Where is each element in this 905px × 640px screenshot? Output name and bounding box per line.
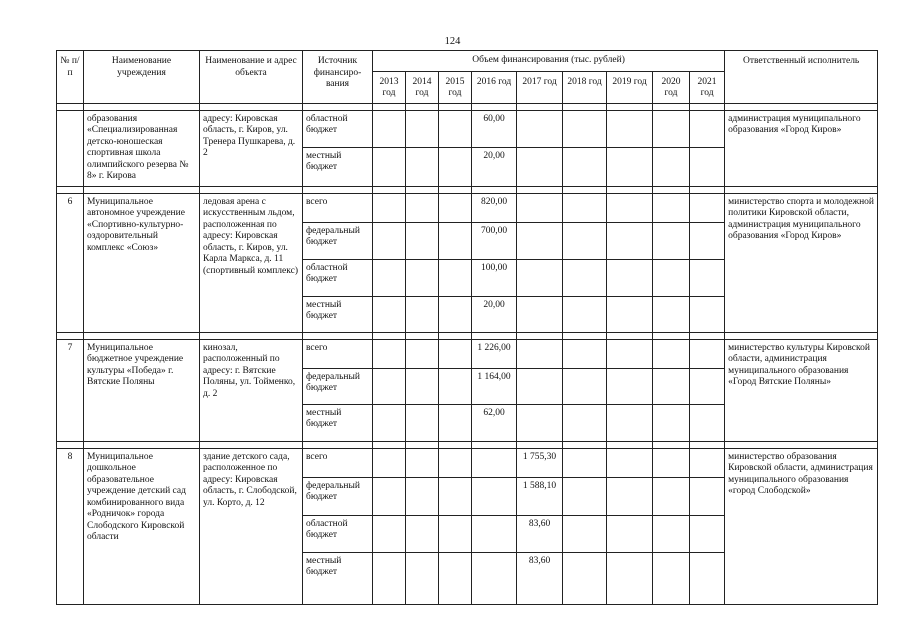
funding-source: федеральный бюджет — [303, 222, 373, 259]
header-institution: Наименование учреждения — [84, 51, 200, 104]
header-no: № п/п — [57, 51, 84, 104]
funding-value — [373, 448, 406, 477]
header-funding: Объем финансирования (тыс. рублей) — [373, 51, 725, 72]
separator-cell — [57, 332, 84, 339]
funding-value — [690, 404, 725, 441]
funding-value — [439, 552, 472, 604]
funding-value — [563, 404, 607, 441]
separator-cell — [725, 332, 878, 339]
funding-source: местный бюджет — [303, 147, 373, 186]
separator-cell — [607, 103, 653, 110]
separator-cell — [653, 441, 690, 448]
funding-value — [406, 339, 439, 368]
funding-source: федеральный бюджет — [303, 477, 373, 515]
separator-cell — [725, 186, 878, 193]
funding-source: местный бюджет — [303, 296, 373, 332]
funding-value — [373, 193, 406, 222]
object-address: кинозал, расположенный по адресу: г. Вятские Поляны, ул. Тойменко, д. 2 — [200, 339, 303, 441]
funding-source: местный бюджет — [303, 552, 373, 604]
funding-value — [653, 259, 690, 296]
separator-cell — [607, 441, 653, 448]
funding-value — [690, 110, 725, 147]
separator-cell — [517, 186, 563, 193]
funding-value — [563, 147, 607, 186]
header-year: 2015 год — [439, 71, 472, 103]
funding-value — [406, 147, 439, 186]
funding-value — [439, 110, 472, 147]
funding-value — [373, 296, 406, 332]
funding-value — [690, 368, 725, 404]
separator-cell — [200, 441, 303, 448]
separator-cell — [517, 441, 563, 448]
header-year: 2020 год — [653, 71, 690, 103]
separator-cell — [57, 103, 84, 110]
page-number: 124 — [444, 36, 461, 47]
funding-value — [653, 448, 690, 477]
funding-value — [690, 552, 725, 604]
funding-value — [406, 193, 439, 222]
funding-value — [653, 404, 690, 441]
header-object: Наименование и адрес объекта — [200, 51, 303, 104]
funding-value — [563, 448, 607, 477]
separator-cell — [303, 332, 373, 339]
separator-cell — [690, 186, 725, 193]
funding-value — [373, 368, 406, 404]
separator-cell — [472, 441, 517, 448]
funding-value — [607, 448, 653, 477]
separator-cell — [84, 103, 200, 110]
separator-cell — [690, 103, 725, 110]
row-number: 8 — [57, 448, 84, 604]
funding-value — [653, 515, 690, 552]
separator-cell — [517, 103, 563, 110]
funding-value — [653, 368, 690, 404]
table-row — [57, 339, 878, 368]
separator-cell — [200, 103, 303, 110]
funding-value — [439, 339, 472, 368]
funding-value — [406, 259, 439, 296]
funding-value — [439, 368, 472, 404]
funding-value — [517, 339, 563, 368]
responsible-executor: министерство культуры Кировской области, администрация муниципального образования «Город Вятские Поляны» — [725, 339, 878, 441]
funding-value — [406, 368, 439, 404]
funding-value — [373, 222, 406, 259]
funding-value: 1 164,00 — [472, 368, 517, 404]
funding-value — [690, 259, 725, 296]
funding-value — [563, 477, 607, 515]
row-separator — [57, 441, 878, 448]
separator-cell — [607, 186, 653, 193]
funding-value — [563, 296, 607, 332]
separator-cell — [84, 441, 200, 448]
separator-cell — [725, 441, 878, 448]
separator-cell — [690, 441, 725, 448]
funding-table — [56, 50, 878, 605]
separator-cell — [439, 332, 472, 339]
separator-cell — [472, 103, 517, 110]
funding-value — [607, 552, 653, 604]
funding-value — [690, 147, 725, 186]
funding-value: 20,00 — [472, 296, 517, 332]
separator-cell — [406, 441, 439, 448]
funding-value — [406, 110, 439, 147]
funding-value: 60,00 — [472, 110, 517, 147]
object-address: здание детского сада, расположенное по адресу: Кировская область, г. Слободской, ул. Корто, д. 12 — [200, 448, 303, 604]
separator-cell — [725, 103, 878, 110]
separator-cell — [406, 186, 439, 193]
funding-value — [563, 339, 607, 368]
funding-source: областной бюджет — [303, 515, 373, 552]
funding-value: 700,00 — [472, 222, 517, 259]
funding-value — [653, 110, 690, 147]
funding-value — [563, 259, 607, 296]
funding-value — [373, 477, 406, 515]
funding-source: областной бюджет — [303, 110, 373, 147]
funding-value — [373, 404, 406, 441]
funding-value — [607, 147, 653, 186]
funding-value — [472, 552, 517, 604]
table-row — [57, 448, 878, 477]
responsible-executor: министерство образования Кировской области, администрация муниципального образования «город Слободской» — [725, 448, 878, 604]
separator-cell — [563, 103, 607, 110]
funding-value — [690, 193, 725, 222]
header-year: 2014 год — [406, 71, 439, 103]
funding-value — [607, 368, 653, 404]
responsible-executor: министерство спорта и молодежной политики Кировской области, администрация муниципального образования «Город Киров» — [725, 193, 878, 332]
separator-cell — [439, 441, 472, 448]
funding-value — [607, 515, 653, 552]
funding-value — [406, 448, 439, 477]
funding-value — [439, 147, 472, 186]
funding-value — [373, 147, 406, 186]
row-separator — [57, 103, 878, 110]
funding-value — [607, 296, 653, 332]
funding-value — [563, 552, 607, 604]
separator-cell — [57, 186, 84, 193]
institution-name: образования «Специализированная детско-юношеская спортивная школа олимпийского резерва № 8» г. Кирова — [84, 110, 200, 186]
funding-value — [653, 193, 690, 222]
funding-value — [439, 515, 472, 552]
object-address: ледовая арена с искусственным льдом, расположенная по адресу: Кировская область, г. Киров, ул. Карла Маркса, д. 11 (спортивный комплекс) — [200, 193, 303, 332]
separator-cell — [653, 186, 690, 193]
header-year: 2021 год — [690, 71, 725, 103]
funding-value — [439, 222, 472, 259]
table-body — [57, 103, 878, 604]
funding-value — [563, 368, 607, 404]
header-year: 2018 год — [563, 71, 607, 103]
institution-name: Муниципальное дошкольное образовательное учреждение детский сад комбинированного вида «Родничок» города Слободского Кировской области — [84, 448, 200, 604]
funding-value — [653, 296, 690, 332]
funding-value — [373, 259, 406, 296]
funding-value — [653, 339, 690, 368]
funding-source: федеральный бюджет — [303, 368, 373, 404]
institution-name: Муниципальное бюджетное учреждение культуры «Победа» г. Вятские Поляны — [84, 339, 200, 441]
separator-cell — [303, 103, 373, 110]
funding-value — [607, 193, 653, 222]
separator-cell — [200, 186, 303, 193]
funding-value: 83,60 — [517, 515, 563, 552]
funding-value — [690, 515, 725, 552]
header-year: 2013 год — [373, 71, 406, 103]
separator-cell — [200, 332, 303, 339]
separator-cell — [563, 441, 607, 448]
funding-value — [406, 515, 439, 552]
separator-cell — [563, 186, 607, 193]
separator-cell — [373, 332, 406, 339]
funding-value — [517, 259, 563, 296]
funding-value — [517, 404, 563, 441]
separator-cell — [439, 186, 472, 193]
table-row — [57, 110, 878, 147]
funding-value — [517, 147, 563, 186]
funding-value — [563, 515, 607, 552]
separator-cell — [406, 332, 439, 339]
separator-cell — [303, 186, 373, 193]
funding-value — [472, 515, 517, 552]
separator-cell — [653, 103, 690, 110]
funding-value — [563, 193, 607, 222]
funding-value — [472, 448, 517, 477]
separator-cell — [303, 441, 373, 448]
funding-value — [653, 222, 690, 259]
funding-value: 100,00 — [472, 259, 517, 296]
header-year: 2019 год — [607, 71, 653, 103]
funding-value — [563, 110, 607, 147]
funding-value — [607, 477, 653, 515]
funding-value: 62,00 — [472, 404, 517, 441]
funding-value — [607, 110, 653, 147]
funding-value: 1 755,30 — [517, 448, 563, 477]
funding-value — [690, 339, 725, 368]
funding-value — [439, 448, 472, 477]
separator-cell — [472, 332, 517, 339]
row-number — [57, 110, 84, 186]
object-address: адресу: Кировская область, г. Киров, ул. Тренера Пушкарева, д. 2 — [200, 110, 303, 186]
funding-value — [690, 222, 725, 259]
header-responsible: Ответственный исполнитель — [725, 51, 878, 104]
separator-cell — [373, 186, 406, 193]
funding-value — [439, 296, 472, 332]
funding-value: 83,60 — [517, 552, 563, 604]
table-row — [57, 193, 878, 222]
funding-value — [406, 296, 439, 332]
funding-value — [607, 222, 653, 259]
separator-cell — [373, 441, 406, 448]
funding-value — [472, 477, 517, 515]
row-number: 7 — [57, 339, 84, 441]
funding-value — [607, 259, 653, 296]
responsible-executor: администрация муниципального образования «Город Киров» — [725, 110, 878, 186]
separator-cell — [406, 103, 439, 110]
funding-value — [607, 339, 653, 368]
separator-cell — [607, 332, 653, 339]
header-source: Источник финансиро-вания — [303, 51, 373, 104]
funding-value — [406, 404, 439, 441]
separator-cell — [690, 332, 725, 339]
funding-value — [563, 222, 607, 259]
separator-cell — [373, 103, 406, 110]
funding-value — [690, 448, 725, 477]
funding-value — [517, 296, 563, 332]
separator-cell — [517, 332, 563, 339]
funding-value — [517, 193, 563, 222]
funding-value — [439, 477, 472, 515]
funding-value — [373, 110, 406, 147]
funding-value — [517, 368, 563, 404]
funding-source: местный бюджет — [303, 404, 373, 441]
header-year: 2017 год — [517, 71, 563, 103]
header-year: 2016 год — [472, 71, 517, 103]
separator-cell — [653, 332, 690, 339]
separator-cell — [57, 441, 84, 448]
row-separator — [57, 332, 878, 339]
funding-value — [653, 552, 690, 604]
funding-value — [653, 477, 690, 515]
funding-value — [690, 477, 725, 515]
separator-cell — [84, 186, 200, 193]
funding-value — [690, 296, 725, 332]
funding-value: 820,00 — [472, 193, 517, 222]
funding-value — [517, 110, 563, 147]
row-number: 6 — [57, 193, 84, 332]
funding-value — [373, 552, 406, 604]
institution-name: Муниципальное автономное учреждение «Спортивно-культурно-оздоровительный комплекс «Союз» — [84, 193, 200, 332]
funding-source: всего — [303, 448, 373, 477]
row-separator — [57, 186, 878, 193]
funding-value: 1 588,10 — [517, 477, 563, 515]
funding-value — [439, 404, 472, 441]
funding-value — [406, 552, 439, 604]
separator-cell — [472, 186, 517, 193]
separator-cell — [439, 103, 472, 110]
funding-value — [406, 222, 439, 259]
funding-value — [406, 477, 439, 515]
funding-value — [373, 339, 406, 368]
funding-source: областной бюджет — [303, 259, 373, 296]
funding-value — [439, 259, 472, 296]
funding-value — [653, 147, 690, 186]
funding-source: всего — [303, 193, 373, 222]
separator-cell — [84, 332, 200, 339]
funding-value — [373, 515, 406, 552]
funding-value — [517, 222, 563, 259]
funding-value — [607, 404, 653, 441]
funding-value: 1 226,00 — [472, 339, 517, 368]
separator-cell — [563, 332, 607, 339]
funding-value: 20,00 — [472, 147, 517, 186]
funding-source: всего — [303, 339, 373, 368]
funding-value — [439, 193, 472, 222]
